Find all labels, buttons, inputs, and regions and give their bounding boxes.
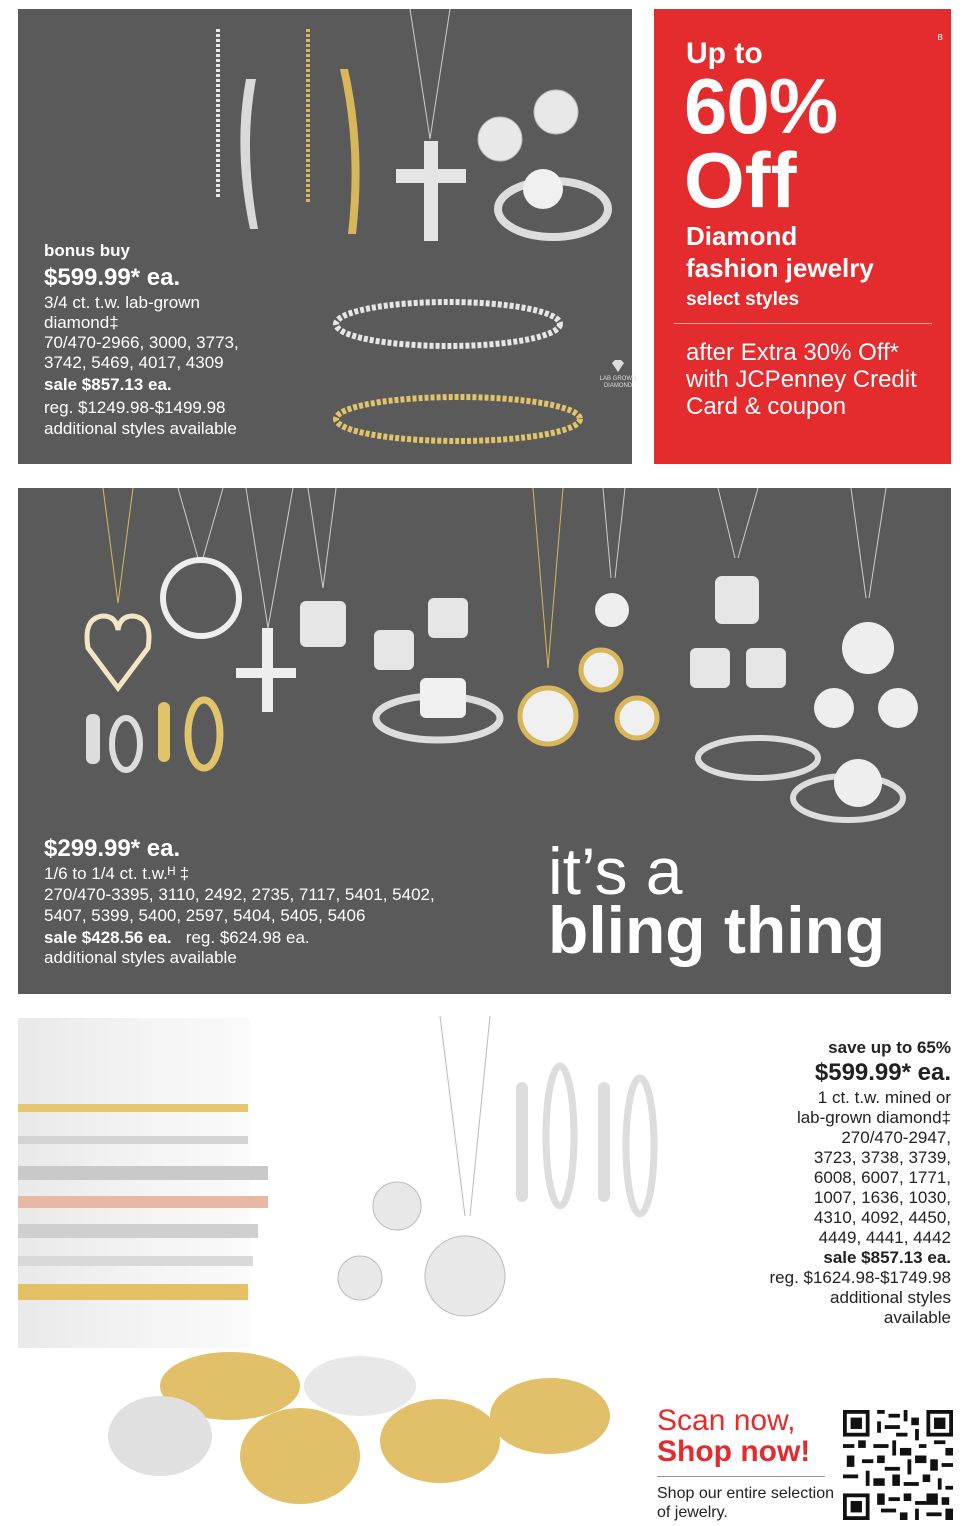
diamond-icon (610, 359, 626, 373)
save-skus-3: 6008, 6007, 1771, (813, 1168, 951, 1187)
bonus-buy-label: bonus buy (44, 241, 130, 260)
bling-sale-reg (44, 928, 310, 948)
save-skus-2: 3723, 3738, 3739, (813, 1148, 951, 1167)
save-desc-1: 1 ct. t.w. mined or (817, 1088, 951, 1107)
save-skus-4: 1007, 1636, 1030, (813, 1188, 951, 1207)
bonus-buy-desc-1: 3/4 ct. t.w. lab-grown (44, 293, 200, 312)
bonus-buy-price: $599.99* ea. (44, 264, 181, 291)
scan-now: Scan now, (657, 1404, 796, 1437)
bling-desc: 1/6 to 1/4 ct. t.w.ᴴ ‡ (44, 864, 190, 883)
tagline-line-1: it’s a (548, 834, 683, 908)
save-up-to: save up to 65% (828, 1038, 951, 1057)
save-skus-1: 270/470-2947, (841, 1128, 951, 1147)
promo-percent: 60% (684, 62, 838, 150)
bling-additional: additional styles available (44, 948, 237, 967)
bonus-buy-reg: reg. $1249.98-$1499.98 (44, 398, 226, 417)
shop-now: Shop now! (657, 1435, 811, 1468)
promo-banner (654, 9, 951, 464)
lab-grown-diamond-logo: LAB GROWN DIAMOND (598, 359, 638, 390)
jewelry-illustration-1 (18, 9, 632, 464)
save-desc-2: lab-grown diamond‡ (796, 1108, 951, 1127)
promo-up-to: Up to (686, 37, 763, 70)
bling-skus-1: 270/470-3395, 3110, 2492, 2735, 7117, 5401, 5402, (44, 885, 435, 904)
save-price: $599.99* ea. (814, 1059, 951, 1086)
save-reg: reg. $1624.98-$1749.98 (769, 1268, 951, 1287)
qr-code-icon[interactable] (843, 1410, 953, 1520)
bling-reg: reg. $624.98 ea. (185, 928, 310, 947)
promo-divider (674, 323, 932, 324)
tagline-line-2: bling thing (548, 893, 886, 967)
promo-credit-offer: after Extra 30% Off* with JCPenney Credit Card & coupon (686, 339, 917, 420)
bonus-buy-desc-2: diamond‡ (44, 313, 119, 332)
save-additional-1: additional styles (830, 1288, 951, 1307)
save-block (701, 1038, 951, 1328)
promo-mark: B (937, 33, 943, 42)
promo-headline-2: fashion jewelry (686, 253, 874, 283)
bonus-buy-skus-1: 70/470-2966, 3000, 3773, (44, 333, 239, 352)
save-sale: sale $857.13 ea. (823, 1248, 951, 1267)
promo-off: Off (684, 136, 797, 224)
promo-select-styles: select styles (686, 289, 800, 310)
bonus-buy-sale: sale $857.13 ea. (44, 375, 172, 394)
scan-description: Shop our entire selection of jewelry. (657, 1485, 834, 1521)
bling-sale: sale $428.56 ea. (44, 928, 172, 947)
scan-divider (657, 1476, 825, 1477)
save-skus-5: 4310, 4092, 4450, (813, 1208, 951, 1227)
promo-headline-1: Diamond (686, 221, 798, 251)
bling-skus-2: 5407, 5399, 5400, 2597, 5404, 5405, 5406 (44, 906, 366, 925)
bonus-buy-panel (18, 9, 637, 464)
save-skus-6: 4449, 4441, 4442 (818, 1228, 951, 1247)
bonus-buy-skus-2: 3742, 5469, 4017, 4309 (44, 353, 224, 372)
bonus-buy-additional: additional styles available (44, 419, 237, 438)
bling-price: $299.99* ea. (44, 835, 181, 862)
save-additional-2: available (883, 1308, 951, 1327)
